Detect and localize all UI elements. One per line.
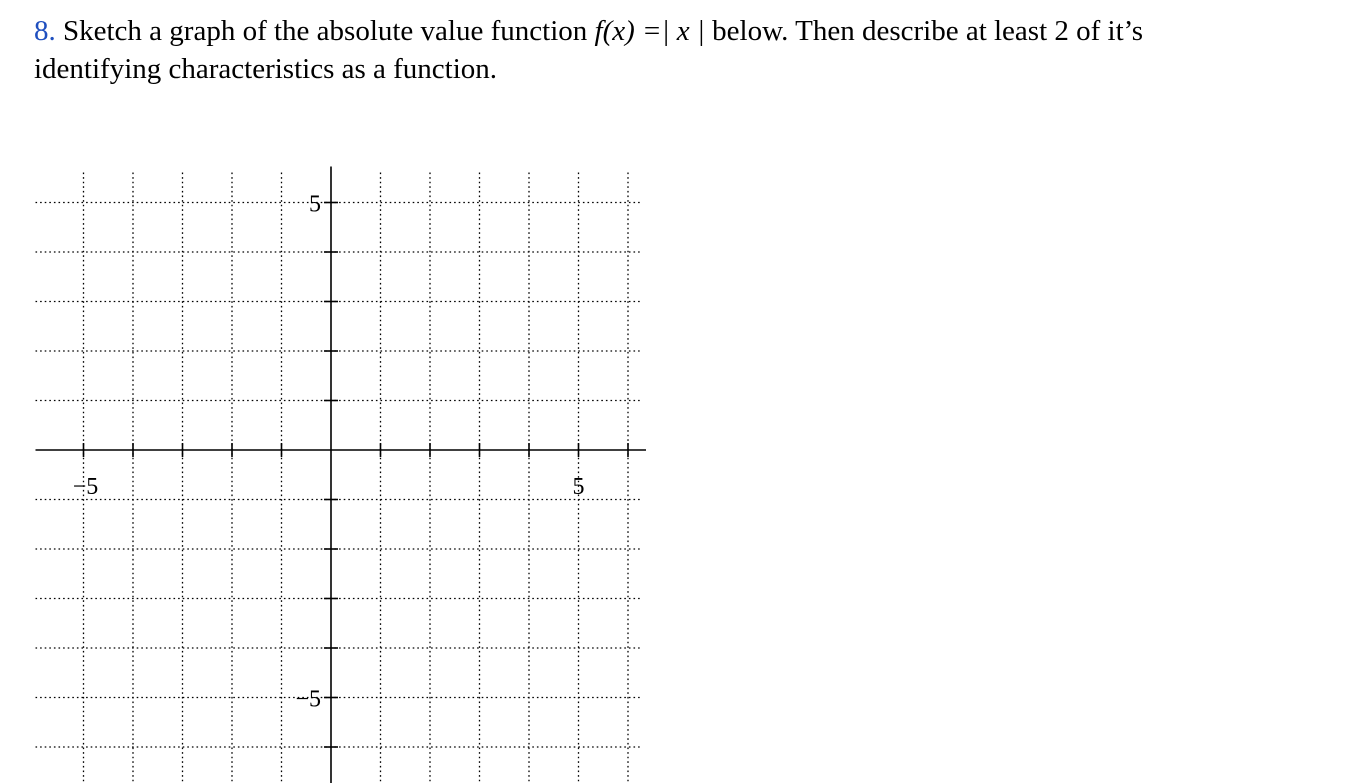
question-text-part-1: Sketch a graph of the absolute value function — [55, 15, 595, 47]
tick-labels — [73, 192, 585, 713]
question-text-part-2: below. Then describe at least 2 of it’s — [704, 15, 1144, 47]
x-tick-label-neg5: −5 — [72, 474, 99, 500]
y-tick-label-neg5: −5 — [295, 686, 321, 713]
question-line-2: identifying characteristics as a function. — [34, 53, 498, 85]
x-tick-label-5: 5 — [572, 474, 585, 500]
axis-ticks — [84, 203, 629, 748]
y-tick-label-5: 5 — [309, 191, 321, 218]
question-number: 8. — [34, 15, 56, 47]
axes — [36, 167, 647, 783]
function-expression: f(x) =| x | — [594, 15, 705, 47]
grid-lines — [36, 173, 641, 783]
